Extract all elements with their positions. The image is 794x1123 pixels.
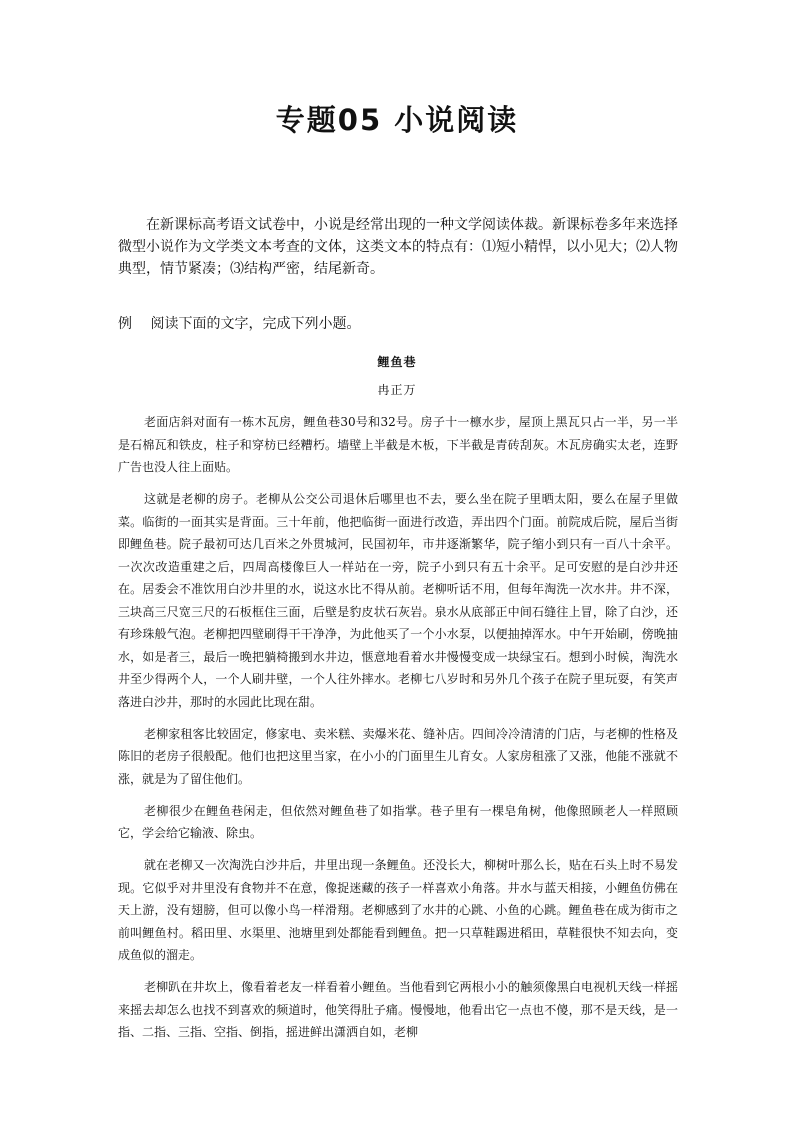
example-instruction: 阅读下面的文字，完成下列小题。 [150, 316, 361, 332]
story-paragraph: 老柳家租客比较固定，修家电、卖米糕、卖爆米花、缝补店。四间冷冷清清的门店，与老柳的性格及陈旧的老房子很般配。他们也把这里当家，在小小的门面里生儿育女。人家房租涨了又涨，他能不涨就不涨，就是为了留住他们。 [118, 726, 678, 786]
example-line [118, 313, 360, 335]
intro-paragraph: 在新课标高考语文试卷中，小说是经常出现的一种文学阅读体裁。新课标卷多年来选择微型小说作为文学类文本考查的文体，这类文本的特点有：⑴短小精悍，以小见大；⑵人物典型，情节紧凑；⑶结构严密，结尾新奇。 [118, 217, 678, 277]
story-paragraph: 老柳很少在鲤鱼巷闲走，但依然对鲤鱼巷了如指掌。巷子里有一棵皂角树，他像照顾老人一样照顾它，学会给它输液、除虫。 [118, 803, 678, 840]
example-label: 例 [118, 316, 132, 332]
story-paragraph: 老柳趴在井坎上，像看着老友一样看着小鲤鱼。当他看到它两根小小的触须像黑白电视机天线一样摇来摇去却怎么也找不到喜欢的频道时，他笑得肚子痛。慢慢地，他看出它一点也不傻，那不是天线，是一指、二指、三指、空指、倒指，摇进鲜出潇洒自如，老柳 [118, 980, 678, 1039]
story-title: 鲤鱼巷 [377, 355, 417, 369]
story-body [118, 411, 678, 1053]
page-title: 专题05 小说阅读 [275, 103, 519, 137]
story-paragraph: 老面店斜对面有一栋木瓦房，鲤鱼巷30号和32号。房子十一檩水步，屋顶上黑瓦只占一半，另一半是石棉瓦和铁皮，柱子和穿枋已经糟朽。墙壁上半截是木板，下半截是青砖刮灰。木瓦房确实太老，连野广告也没人往上面贴。 [118, 415, 678, 474]
story-paragraph: 就在老柳又一次淘洗白沙井后，井里出现一条鲤鱼。还没长大，柳树叶那么长，贴在石头上时不易发现。它似乎对井里没有食物并不在意，像捉迷藏的孩子一样喜欢小角落。井水与蓝天相接，小鲤鱼仿佛在天上游，没有翅膀，但可以像小鸟一样滑翔。老柳感到了水井的心跳、小鱼的心跳。鲤鱼巷在成为街市之前叫鲤鱼村。稻田里、水渠里、池塘里到处都能看到鲤鱼。把一只草鞋踢进稻田，草鞋很快不知去向，变成鱼似的溜走。 [118, 858, 678, 962]
story-author: 冉正万 [377, 383, 417, 397]
story-paragraph: 这就是老柳的房子。老柳从公交公司退休后哪里也不去，要么坐在院子里晒太阳，要么在屋子里做菜。临街的一面其实是背面。三十年前，他把临街一面进行改造，弄出四个门面。前院成后院，屋后当街即鲤鱼巷。院子最初可达几百米之外贯城河，民国初年，市井逐渐繁华，院子缩小到只有一百八十余平。一次次改造重建之后，四周高楼像巨人一样站在一旁，院子小到只有五十余平。足可安慰的是白沙井还在。居委会不准饮用白沙井里的水，说这水比不得从前。老柳听话不用，但每年淘洗一次水井。井不深，三块高三尺宽三尺的石板框住三面，后壁是豹皮状石灰岩。泉水从底部正中间石缝往上冒，除了白沙，还有珍珠般气泡。老柳把四壁刷得干干净净，为此他买了一个小水泵，以便抽掉浑水。中午开始刷，傍晚抽水，如是者三，最后一晚把躺椅搬到水井边，惬意地看着水井慢慢变成一块绿宝石。想到小时候，淘洗水井至少得两个人，一个人刷井壁，一个人往外摔水。老柳七八岁时和另外几个孩子在院子里玩耍，有笑声落进白沙井，那时的水园此比现在甜。 [118, 492, 678, 709]
